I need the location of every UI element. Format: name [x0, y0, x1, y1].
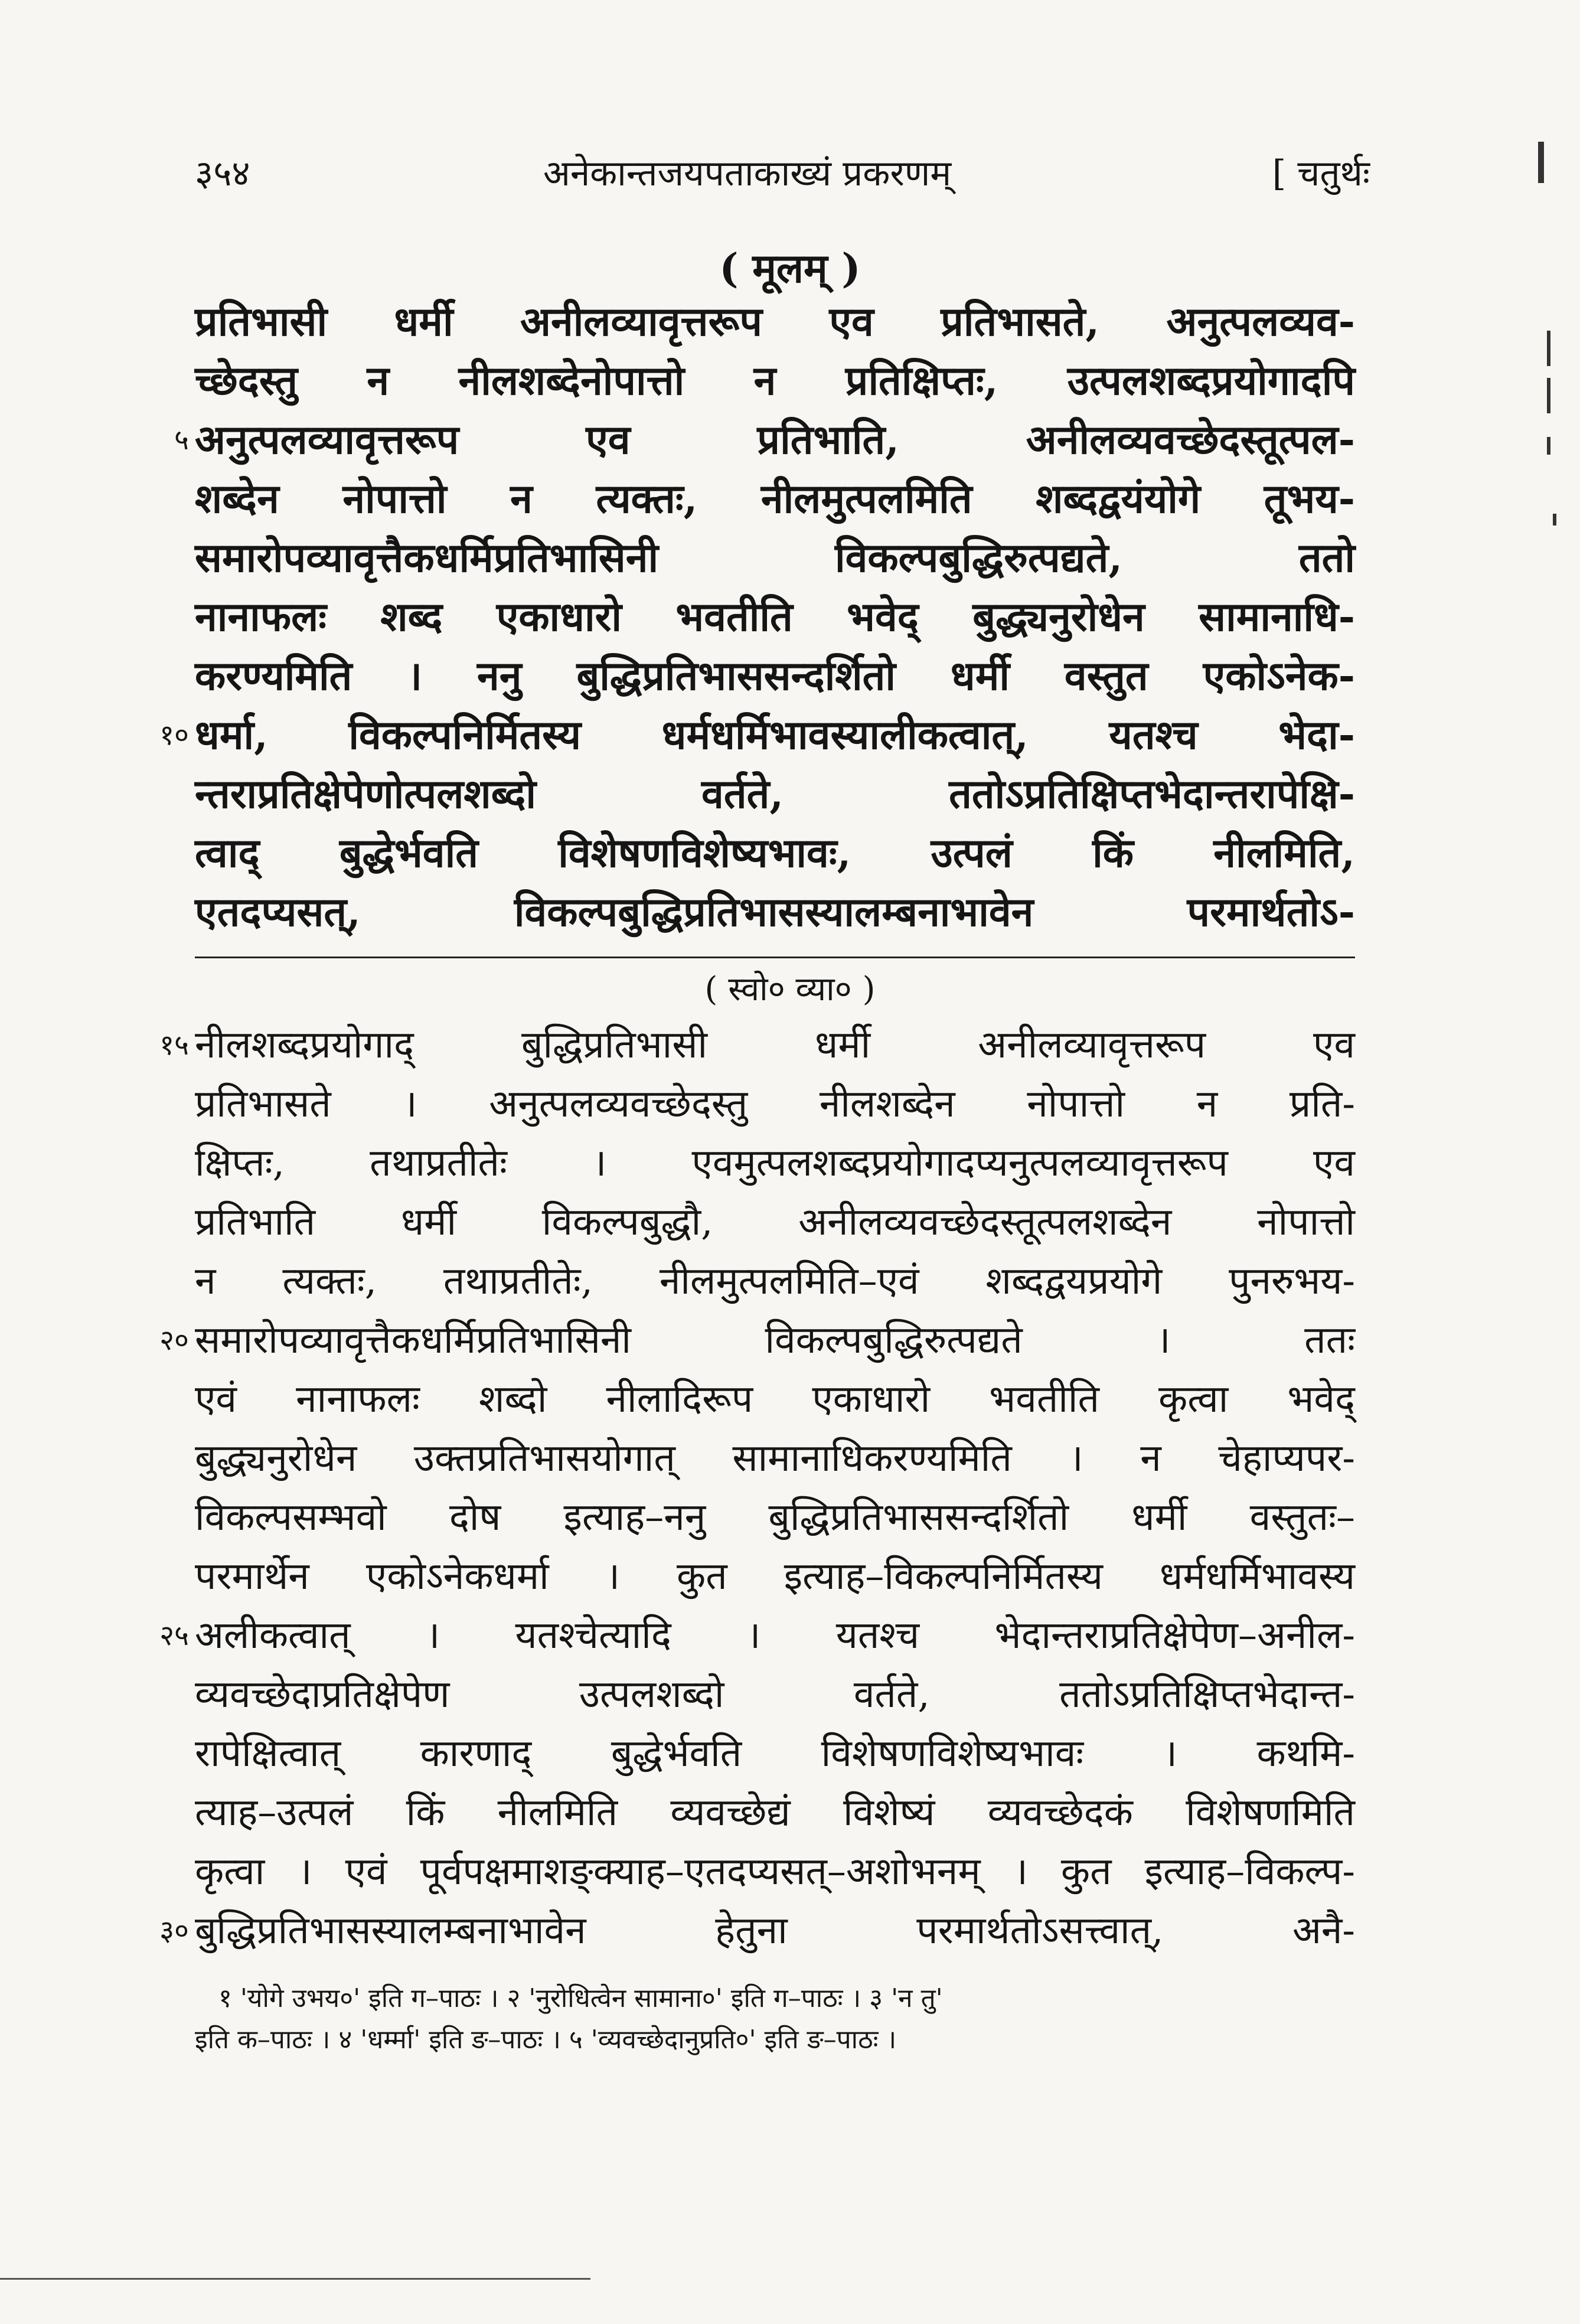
text-line	[195, 883, 1355, 942]
text-line	[195, 1370, 1355, 1429]
line-number: २५	[159, 1619, 189, 1652]
text-line	[195, 1252, 1355, 1311]
mula-heading: ( मूलम् )	[719, 245, 861, 292]
line-text: परमार्थेन एकोऽनेकधर्मा । कुत इत्याह–विकल्पनिर्मितस्य धर्मधर्मिभावस्य	[195, 1555, 1355, 1598]
line-text: न त्यक्तः, तथाप्रतीतेः, नीलमुत्पलमिति–एवं शब्दद्वयप्रयोगे पुनरुभय-	[195, 1259, 1355, 1303]
line-text: एतदप्यसत्, विकल्पबुद्धिप्रतिभासस्यालम्बनाभावेन परमार्थतोऽ-	[195, 889, 1355, 936]
text-line	[195, 351, 1355, 410]
text-line	[195, 528, 1355, 587]
text-line	[159, 706, 1355, 765]
line-text: च्छेदस्तु न नीलशब्देनोपात्तो न प्रतिक्षिप्तः, उत्पलशब्दप्रयोगादपि	[195, 357, 1355, 404]
line-text: अनुत्पलव्यावृत्तरूप एव प्रतिभाति, अनीलव्यवच्छेदस्तूत्पल-	[195, 416, 1355, 464]
text-line	[159, 1606, 1355, 1665]
scan-edge-mark	[1547, 331, 1550, 366]
line-number: ३०	[159, 1914, 189, 1947]
line-text: नानाफलः शब्द एकाधारो भवतीति भवेद् बुद्ध्यनुरोधेन सामानाधि-	[195, 593, 1355, 641]
line-text: त्याह–उत्पलं किं नीलमिति व्यवच्छेद्यं विशेष्यं व्यवच्छेदकं विशेषणमिति	[195, 1791, 1355, 1835]
text-line	[195, 1429, 1355, 1488]
line-text: रापेक्षित्वात् कारणाद् बुद्धेर्भवति विशेषणविशेष्यभावः । कथमि-	[195, 1732, 1355, 1775]
line-text: विकल्पसम्भवो दोष इत्याह–ननु बुद्धिप्रतिभाससन्दर्शितो धर्मी वस्तुतः–	[195, 1496, 1355, 1539]
footnotes	[195, 1978, 1355, 2061]
line-text: क्षिप्तः, तथाप्रतीतेः । एवमुत्पलशब्दप्रयोगादप्यनुत्पलव्यावृत्तरूप एव	[195, 1141, 1355, 1185]
scan-edge-mark	[1553, 514, 1556, 525]
section-marker: [ चतुर्थः	[1272, 153, 1370, 194]
text-line	[195, 824, 1355, 883]
text-line	[195, 1783, 1355, 1842]
footnote-line: इति क–पाठः । ४ 'धर्म्मा' इति ङ–पाठः । ५ 'व्यवच्छेदानुप्रति०' इति ङ–पाठः ।	[195, 2025, 897, 2055]
mula-text-block	[159, 292, 1355, 942]
text-line	[195, 587, 1355, 647]
line-number: १०	[159, 719, 189, 752]
scan-edge-mark	[1547, 378, 1550, 413]
line-text: बुद्धिप्रतिभासस्यालम्बनाभावेन हेतुना परमार्थतोऽसत्त्वात्, अनै-	[195, 1909, 1355, 1953]
text-line	[195, 1842, 1355, 1901]
text-line	[195, 647, 1355, 706]
page-header	[195, 148, 1370, 201]
text-line	[195, 292, 1355, 351]
running-title: अनेकान्तजयपताकाख्यं प्रकरणम्	[543, 153, 952, 194]
line-number: १५	[159, 1029, 189, 1062]
line-text: धर्मा, विकल्पनिर्मितस्य धर्मधर्मिभावस्यालीकत्वात्, यतश्च भेदा-	[195, 711, 1355, 759]
text-line	[159, 1311, 1355, 1370]
commentary-text-block	[159, 1016, 1355, 1960]
line-text: न्तराप्रतिक्षेपेणोत्पलशब्दो वर्तते, ततोऽप्रतिक्षिप्तभेदान्तरापेक्षि-	[195, 771, 1355, 818]
text-line	[195, 1193, 1355, 1252]
line-text: समारोपव्यावृत्तैकधर्मिप्रतिभासिनी विकल्पबुद्धिरुत्पद्यते, ततो	[195, 534, 1355, 582]
line-text: शब्देन नोपात्तो न त्यक्तः, नीलमुत्पलमिति शब्दद्वयंयोगे तूभय-	[195, 475, 1355, 523]
text-line	[195, 1665, 1355, 1724]
page-number: ३५४	[195, 153, 250, 194]
text-line	[174, 410, 1355, 469]
line-text: प्रतिभासते । अनुत्पलव्यवच्छेदस्तु नीलशब्देन नोपात्तो न प्रति-	[195, 1082, 1355, 1126]
text-line	[195, 1075, 1355, 1134]
line-text: समारोपव्यावृत्तैकधर्मिप्रतिभासिनी विकल्पबुद्धिरुत्पद्यते । ततः	[195, 1318, 1355, 1362]
scan-edge-mark	[1547, 437, 1550, 455]
text-line	[195, 1134, 1355, 1193]
commentary-heading: ( स्वो० व्या० )	[704, 970, 876, 1008]
line-text: प्रतिभासी धर्मी अनीलव्यावृत्तरूप एव प्रतिभासते, अनुत्पलव्यव-	[195, 298, 1355, 345]
line-text: प्रतिभाति धर्मी विकल्पबुद्धौ, अनीलव्यवच्छेदस्तूत्पलशब्देन नोपात्तो	[195, 1200, 1355, 1244]
line-text: कृत्वा । एवं पूर्वपक्षमाशङ्क्याह–एतदप्यसत्–अशोभनम् । कुत इत्याह–विकल्प-	[195, 1850, 1355, 1894]
line-text: त्वाद् बुद्धेर्भवति विशेषणविशेष्यभावः, उत्पलं किं नीलमिति,	[195, 830, 1355, 877]
text-line	[159, 1901, 1355, 1960]
line-number: ५	[174, 423, 189, 456]
text-line	[195, 1547, 1355, 1606]
text-line	[195, 1724, 1355, 1783]
page-bottom-rule	[0, 2278, 590, 2280]
line-text: बुद्ध्यनुरोधेन उक्तप्रतिभासयोगात् सामानाधिकरण्यमिति । न चेहाप्यपर-	[195, 1437, 1355, 1480]
scan-edge-mark	[1538, 142, 1544, 183]
text-line	[195, 765, 1355, 824]
text-line	[195, 1488, 1355, 1547]
text-line	[195, 469, 1355, 528]
line-text: एवं नानाफलः शब्दो नीलादिरूप एकाधारो भवतीति कृत्वा भवेद्	[195, 1378, 1355, 1421]
section-divider	[195, 957, 1355, 958]
line-text: करण्यमिति । ननु बुद्धिप्रतिभाससन्दर्शितो धर्मी वस्तुत एकोऽनेक-	[195, 652, 1355, 700]
line-text: व्यवच्छेदाप्रतिक्षेपेण उत्पलशब्दो वर्तते, ततोऽप्रतिक्षिप्तभेदान्त-	[195, 1673, 1355, 1716]
text-line	[159, 1016, 1355, 1075]
line-text: अलीकत्वात् । यतश्चेत्यादि । यतश्च भेदान्तराप्रतिक्षेपेण–अनील-	[195, 1614, 1355, 1657]
line-text: नीलशब्दप्रयोगाद् बुद्धिप्रतिभासी धर्मी अनीलव्यावृत्तरूप एव	[195, 1023, 1355, 1067]
footnote-line: १ 'योगे उभय०' इति ग–पाठः । २ 'नुरोधित्वेन सामाना०' इति ग–पाठः । ३ 'न तु'	[218, 1983, 943, 2013]
line-number: २०	[159, 1324, 189, 1357]
